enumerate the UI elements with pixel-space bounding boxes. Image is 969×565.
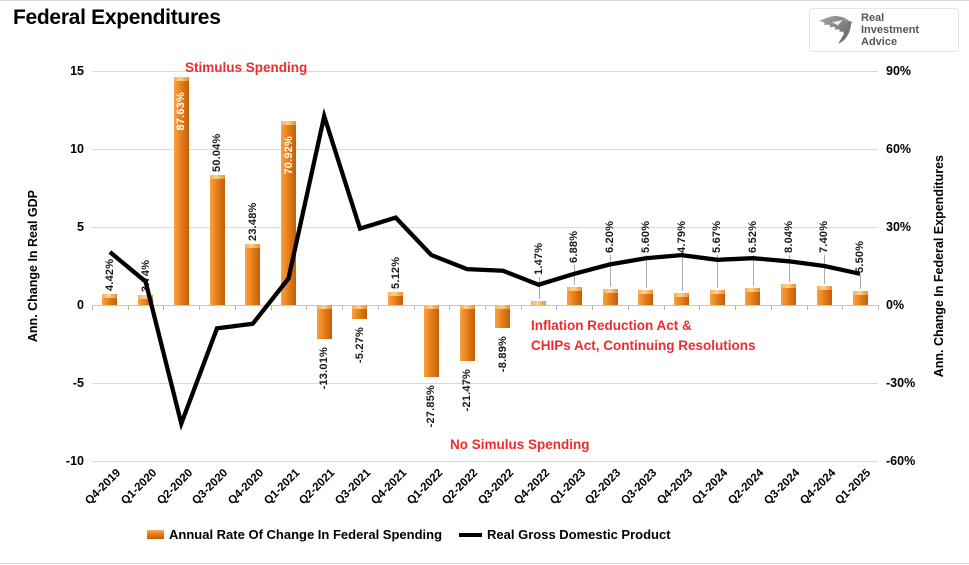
bar-value-label (388, 256, 404, 288)
bar-value-text: -5.27% (353, 326, 366, 363)
axis-tick (235, 305, 236, 310)
bar-Q3-2021 (352, 305, 367, 319)
brand-name-line2: Investment (861, 24, 920, 36)
right-axis-tick-label: 0% (886, 298, 905, 312)
bar-Q4-2024 (817, 286, 832, 305)
left-axis-tick-label: 10 (70, 142, 84, 156)
bar-value-text: -13.01% (318, 346, 331, 390)
axis-tick (735, 305, 736, 310)
bar-value-text: 70.92% (282, 135, 295, 175)
bar-value-text: 3.74% (139, 260, 152, 293)
annotation-no-stimulus-spending: No Simulus Spending (450, 437, 590, 452)
bar-value-text: 5.12% (389, 256, 402, 289)
legend-item-gdp (459, 527, 671, 542)
annotation-stimulus-spending: Stimulus Spending (185, 60, 308, 75)
bar-value-text: 5.67% (711, 220, 724, 253)
bar-Q1-2024 (710, 290, 725, 305)
axis-tick (521, 305, 522, 310)
right-axis-title: Ann. Change In Federal Expenditures (932, 154, 946, 378)
bar-Q4-2022 (531, 301, 546, 305)
axis-tick (163, 305, 164, 310)
bar-Q1-2022 (424, 305, 439, 377)
bar-value-text: 6.88% (568, 230, 581, 263)
x-axis-tick-label: Q4-2022 (511, 467, 553, 508)
x-axis-tick-label: Q1-2021 (261, 467, 302, 508)
left-axis-tick-label: -10 (65, 454, 84, 468)
bar-Q2-2024 (745, 288, 760, 305)
legend-label-gdp: Real Gross Domestic Product (487, 527, 671, 542)
axis-tick (449, 305, 450, 310)
eagle-icon (816, 13, 854, 47)
annotation-ira-line2: CHIPs Act, Continuing Resolutions (531, 338, 756, 353)
label-leader-line (682, 255, 683, 291)
axis-tick (771, 305, 772, 310)
legend-bar-swatch-icon (147, 530, 164, 539)
bar-value-text: 1.47% (532, 242, 545, 275)
right-axis-tick-label: -60% (886, 454, 916, 468)
bar-Q2-2023 (603, 289, 618, 305)
x-axis-tick-label: Q3-2023 (619, 467, 660, 508)
bar-value-label (852, 241, 868, 273)
gridline (92, 461, 878, 462)
brand-logo (809, 8, 959, 52)
bar-value-label (173, 92, 189, 131)
x-axis-tick-label: Q4-2023 (654, 467, 695, 508)
axis-tick (414, 305, 415, 310)
bar-value-text: 4.79% (675, 220, 688, 253)
axis-tick (807, 305, 808, 310)
bar-Q4-2020 (245, 244, 260, 305)
bar-value-label (781, 221, 797, 253)
bar-Q4-2021 (388, 292, 403, 305)
bar-value-label (709, 221, 725, 253)
bar-Q4-2019 (102, 294, 117, 305)
bar-value-label (602, 221, 618, 253)
left-axis-tick-label: 15 (70, 64, 84, 78)
x-axis-tick-label: Q3-2020 (190, 467, 231, 508)
x-axis-tick-label: Q1-2020 (118, 467, 160, 508)
label-leader-line (824, 255, 825, 284)
label-leader-line (860, 275, 861, 289)
bar-Q3-2024 (781, 284, 796, 305)
bar-value-text: 6.20% (604, 220, 617, 253)
bar-Q1-2020 (138, 295, 153, 305)
bar-value-label (816, 221, 832, 253)
legend-label-federal-spending: Annual Rate Of Change In Federal Spending (169, 527, 443, 542)
x-axis-tick-label: Q4-2021 (369, 467, 410, 508)
bar-value-text: 8.04% (782, 220, 795, 253)
x-axis-tick-label: Q3-2022 (476, 467, 517, 508)
brand-name-line1: Real (861, 12, 885, 24)
label-leader-line (574, 265, 575, 285)
x-axis-tick-label: Q4-2019 (83, 467, 124, 508)
bar-Q3-2020 (210, 175, 225, 305)
bar-value-label (638, 221, 654, 253)
gridline (92, 383, 878, 384)
bar-value-text: 6.52% (746, 220, 759, 253)
x-axis-tick-label: Q4-2024 (797, 467, 838, 508)
left-axis-title: Ann. Change In Real GDP (26, 189, 40, 343)
bar-value-text: 5.60% (639, 220, 652, 253)
axis-tick (128, 305, 129, 310)
x-axis-tick-label: Q2-2022 (440, 467, 481, 508)
x-axis-tick-label: Q2-2023 (583, 467, 624, 508)
bar-value-label (138, 260, 154, 292)
bar-value-text: 23.48% (246, 202, 259, 241)
legend-item-federal-spending (147, 527, 442, 542)
right-axis-tick-label: 60% (886, 142, 912, 156)
bar-value-text: -27.85% (425, 385, 438, 428)
bar-Q2-2021 (317, 305, 332, 339)
axis-tick (556, 305, 557, 310)
left-axis-tick-label: 0 (77, 298, 84, 312)
bar-Q1-2023 (567, 287, 582, 305)
axis-tick (92, 305, 93, 310)
x-axis-tick-label: Q3-2021 (333, 467, 374, 508)
label-leader-line (717, 255, 718, 288)
axis-tick (342, 305, 343, 310)
label-leader-line (539, 277, 540, 299)
bar-Q2-2022 (460, 305, 475, 361)
bar-value-label (316, 347, 332, 389)
bar-value-label (281, 136, 297, 175)
axis-tick (306, 305, 307, 310)
axis-tick (199, 305, 200, 310)
bar-value-label (209, 133, 225, 172)
bar-value-label (102, 258, 118, 290)
bar-value-text: 4.42% (103, 258, 116, 291)
axis-tick (628, 305, 629, 310)
x-axis-tick-label: Q3-2024 (762, 467, 803, 508)
axis-tick (842, 305, 843, 310)
axis-tick (378, 305, 379, 310)
bar-value-text: 5.50% (854, 240, 867, 273)
annotation-ira-line1: Inflation Reduction Act & (531, 318, 692, 333)
x-axis-tick-label: Q2-2024 (726, 467, 767, 508)
axis-tick (878, 305, 879, 310)
left-axis-tick-label: 5 (77, 220, 84, 234)
bar-value-label (423, 385, 439, 427)
legend-line-swatch-icon (459, 533, 482, 537)
brand-name-line3: Advice (861, 36, 898, 48)
axis-tick (485, 305, 486, 310)
brand-name (861, 12, 919, 48)
bar-value-label (459, 369, 475, 411)
page-title: Federal Expenditures (13, 6, 221, 29)
bar-value-text: 87.63% (175, 92, 188, 131)
bar-value-text: 50.04% (211, 133, 224, 172)
axis-tick (699, 305, 700, 310)
right-axis-tick-label: -30% (886, 376, 916, 390)
x-axis-tick-label: Q2-2021 (297, 467, 338, 508)
annotation-inflation-reduction-act (531, 316, 756, 356)
axis-tick (664, 305, 665, 310)
left-axis-tick-label: -5 (72, 376, 84, 390)
label-leader-line (646, 255, 647, 288)
x-axis-tick-label: Q2-2020 (154, 467, 195, 508)
bar-value-text: -8.89% (496, 336, 509, 373)
right-axis-tick-label: 30% (886, 220, 912, 234)
bar-Q3-2023 (638, 290, 653, 305)
x-axis-tick-label: Q1-2022 (404, 467, 445, 508)
right-axis-tick-label: 90% (886, 64, 912, 78)
bar-value-label (566, 231, 582, 263)
legend (147, 527, 671, 542)
x-axis-tick-label: Q1-2025 (833, 467, 874, 508)
x-axis-tick-label: Q1-2024 (690, 467, 731, 508)
axis-tick (592, 305, 593, 310)
axis-tick (271, 305, 272, 310)
label-leader-line (610, 255, 611, 287)
x-axis-tick-label: Q4-2020 (226, 467, 267, 508)
bar-Q1-2025 (853, 291, 868, 305)
bar-value-text: -21.47% (461, 368, 474, 412)
bar-Q3-2022 (495, 305, 510, 328)
bar-Q4-2023 (674, 293, 689, 305)
bar-value-label (495, 336, 511, 372)
label-leader-line (753, 255, 754, 286)
x-axis-tick-label: Q1-2023 (547, 467, 588, 508)
bar-value-label (674, 221, 690, 253)
bar-value-label (245, 202, 261, 241)
bar-value-label (531, 243, 547, 275)
bar-value-text: 7.40% (818, 220, 831, 253)
bar-value-label (745, 221, 761, 253)
bar-value-label (352, 327, 368, 363)
label-leader-line (789, 255, 790, 282)
